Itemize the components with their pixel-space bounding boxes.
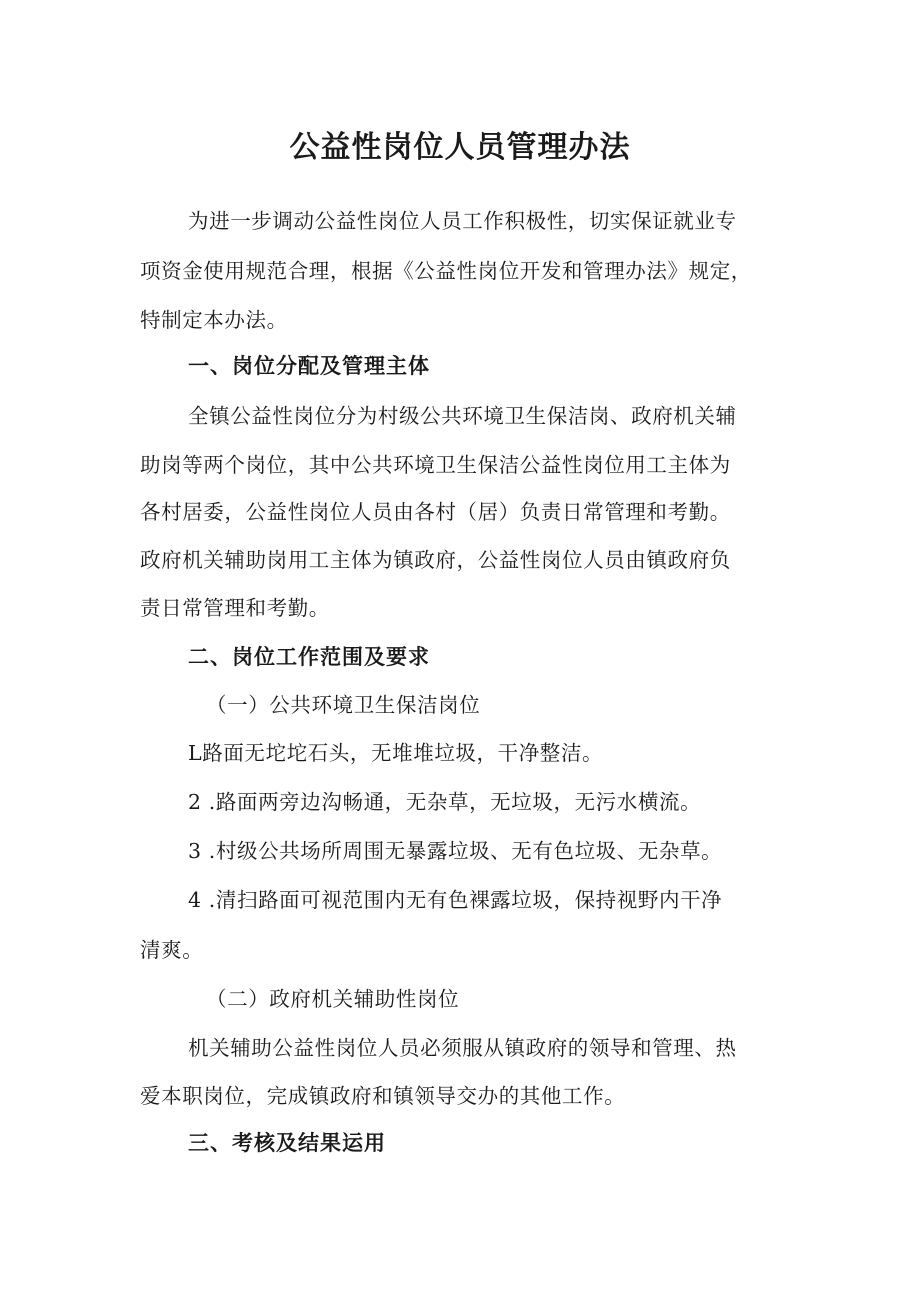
subsection-2-line-2: 爱本职岗位，完成镇政府和镇领导交办的其他工作。 xyxy=(140,1084,626,1108)
section-1-line-2: 助岗等两个岗位，其中公共环境卫生保洁公益性岗位用工主体为 xyxy=(140,453,731,477)
section-2-heading: 二、岗位工作范围及要求 xyxy=(188,645,430,669)
list-item-4-continued: 清爽。 xyxy=(140,938,204,962)
intro-line-3: 特制定本办法。 xyxy=(140,308,288,332)
intro-line-1: 为进一步调动公益性岗位人员工作积极性，切实保证就业专 xyxy=(188,209,737,233)
section-1-heading: 一、岗位分配及管理主体 xyxy=(188,354,430,378)
list-item-1: L路面无坨坨石头，无堆堆垃圾，干净整洁。 xyxy=(188,741,604,765)
list-item-4: 4 .清扫路面可视范围内无有色裸露垃圾，保持视野内干净 xyxy=(188,888,723,912)
intro-line-2: 项资金使用规范合理，根据《公益性岗位开发和管理办法》规定， xyxy=(140,259,752,283)
document-title: 公益性岗位人员管理办法 xyxy=(289,130,631,165)
subsection-2-line-1: 机关辅助公益性岗位人员必须服从镇政府的领导和管理、热 xyxy=(188,1036,737,1060)
list-item-3: 3 .村级公共场所周围无暴露垃圾、无有色垃圾、无杂草。 xyxy=(188,839,723,863)
section-1-line-3: 各村居委，公益性岗位人员由各村（居）负责日常管理和考勤。 xyxy=(140,500,731,524)
section-3-heading: 三、考核及结果运用 xyxy=(188,1131,386,1155)
subsection-1-heading: （一）公共环境卫生保洁岗位 xyxy=(206,693,481,717)
section-1-line-4: 政府机关辅助岗用工主体为镇政府，公益性岗位人员由镇政府负 xyxy=(140,548,731,572)
section-1-line-1: 全镇公益性岗位分为村级公共环境卫生保洁岗、政府机关辅 xyxy=(188,404,737,428)
section-1-line-5: 责日常管理和考勤。 xyxy=(140,596,330,620)
list-item-2: 2 .路面两旁边沟畅通，无杂草，无垃圾，无污水横流。 xyxy=(188,790,702,814)
subsection-2-heading: （二）政府机关辅助性岗位 xyxy=(206,987,460,1011)
